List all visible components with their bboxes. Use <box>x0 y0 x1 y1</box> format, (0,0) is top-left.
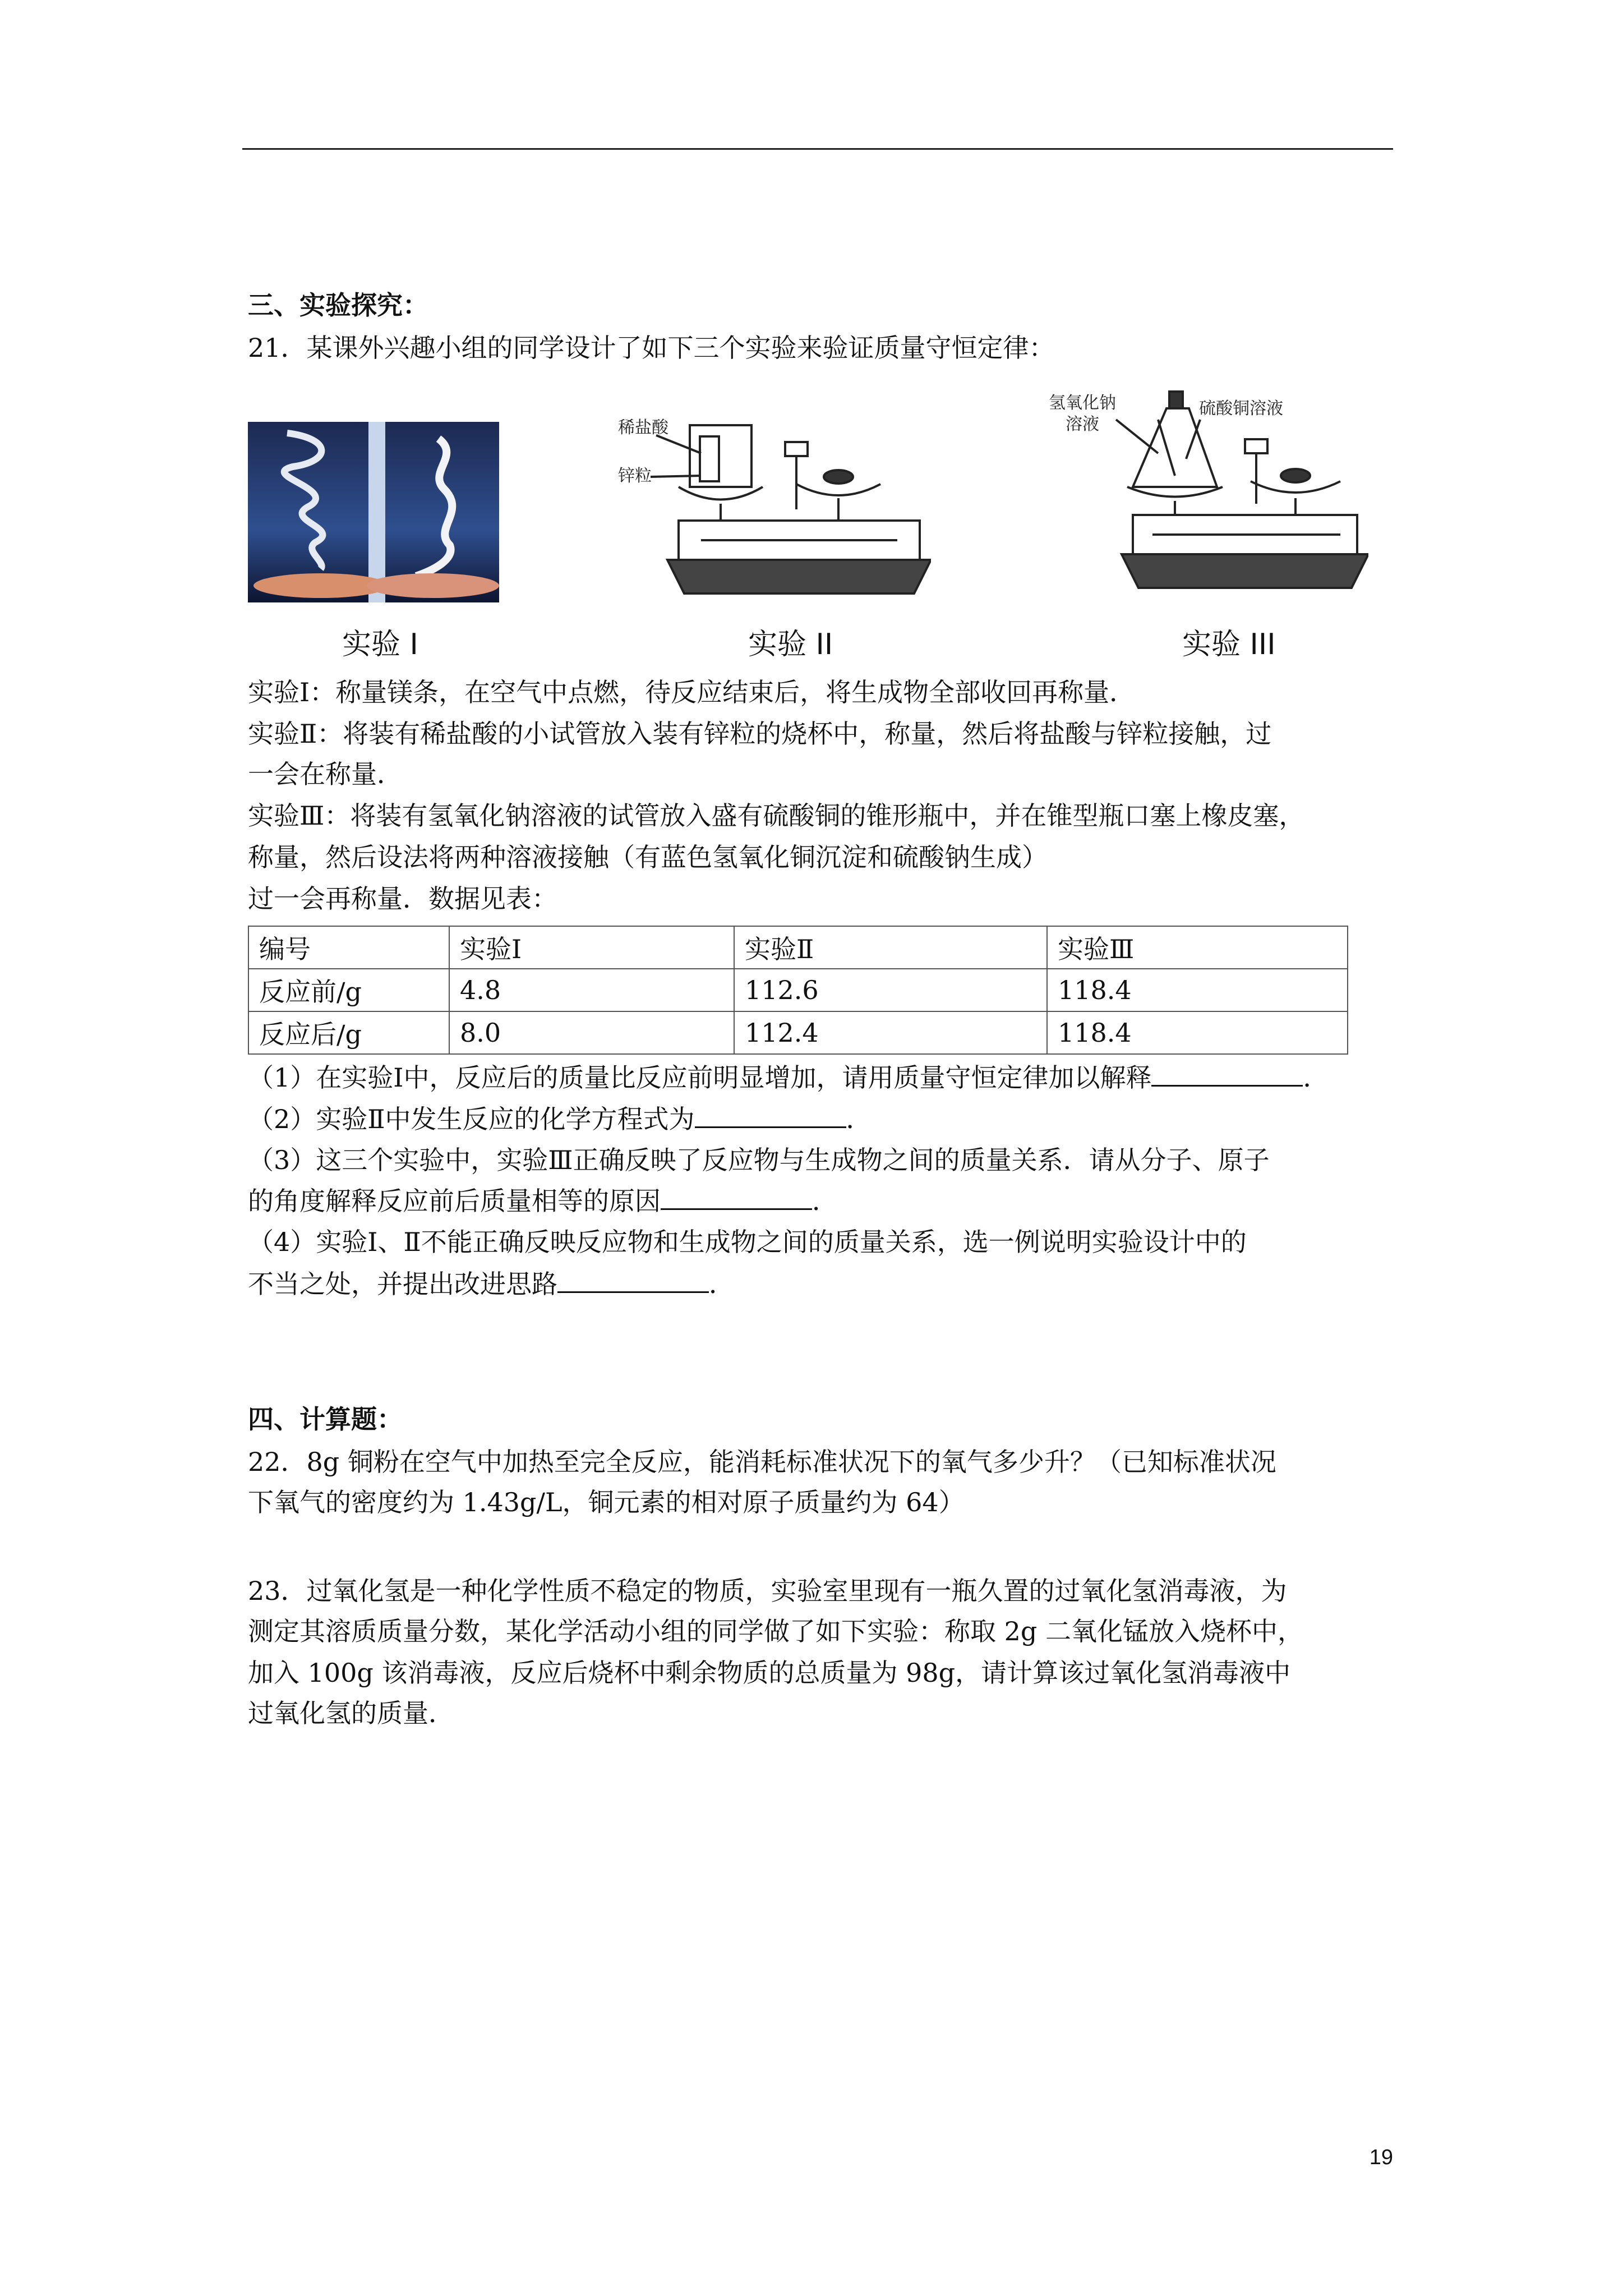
table-header-cell: 实验Ⅲ <box>1047 926 1348 969</box>
experiment-3-diagram <box>1049 386 1368 610</box>
table-cell: 4.8 <box>449 969 734 1011</box>
table-header-cell: 编号 <box>248 926 449 969</box>
table-header-cell: 实验Ⅱ <box>734 926 1047 969</box>
question-21-intro: 21．某课外兴趣小组的同学设计了如下三个实验来验证质量守恒定律： <box>248 333 1055 363</box>
header-rule <box>242 148 1393 150</box>
subquestion-3-line-1: （3）这三个实验中，实验Ⅲ正确反映了反应物与生成物之间的质量关系．请从分子、原子 <box>248 1145 1270 1175</box>
table-cell: 118.4 <box>1047 1011 1348 1054</box>
question-22-line-2: 下氧气的密度约为 1.43g/L，铜元素的相对原子质量约为 64） <box>248 1487 965 1517</box>
answer-blank[interactable] <box>557 1267 709 1293</box>
section-heading-calculation: 四、计算题： <box>248 1404 403 1434</box>
table-cell: 反应后/g <box>248 1011 449 1054</box>
table-intro: 过一会再称量．数据见表： <box>248 884 557 914</box>
experiment-2-description-1: 实验Ⅱ：将装有稀盐酸的小试管放入装有锌粒的烧杯中，称量，然后将盐酸与锌粒接触，过 <box>248 719 1272 749</box>
subquestion-3-line-2: 的角度解释反应前后质量相等的原因 ． <box>248 1184 838 1218</box>
question-23-line-4: 过氧化氢的质量． <box>248 1698 454 1728</box>
label-cuso4: 硫酸铜溶液 <box>1199 399 1283 418</box>
data-table <box>248 926 1348 1055</box>
question-22-line-1: 22．8g 铜粉在空气中加热至完全反应，能消耗标准状况下的氧气多少升？（已知标准状况 <box>248 1447 1276 1477</box>
experiment-1-description: 实验Ⅰ：称量镁条，在空气中点燃，待反应结束后，将生成物全部收回再称量． <box>248 677 1136 707</box>
experiment-1-photo <box>248 422 499 602</box>
subquestion-4-line-2: 不当之处，并提出改进思路 ． <box>248 1267 735 1301</box>
subquestion-4-line-1: （4）实验Ⅰ、Ⅱ不能正确反映反应物和生成物之间的质量关系，选一例说明实验设计中的 <box>248 1227 1247 1257</box>
experiment-3-caption: 实验 III <box>1182 628 1276 661</box>
label-dilute-hcl: 稀盐酸 <box>618 418 668 438</box>
experiment-2-description-2: 一会在称量． <box>248 759 403 789</box>
label-zinc: 锌粒 <box>618 466 652 486</box>
table-header-cell: 实验Ⅰ <box>449 926 734 969</box>
table-row <box>248 969 1348 1011</box>
experiment-2-caption: 实验 II <box>748 628 833 661</box>
table-header-row <box>248 926 1348 969</box>
subquestion-2: （2）实验Ⅱ中发生反应的化学方程式为 ． <box>248 1102 872 1136</box>
answer-blank[interactable] <box>695 1102 846 1128</box>
table-cell: 反应前/g <box>248 969 449 1011</box>
question-23-line-2: 测定其溶质质量分数，某化学活动小组的同学做了如下实验：称取 2g 二氧化锰放入烧杯中， <box>248 1616 1303 1646</box>
table-row <box>248 1011 1348 1054</box>
page-number: 19 <box>1369 2146 1393 2169</box>
table-cell: 112.6 <box>734 969 1047 1011</box>
answer-blank[interactable] <box>1151 1060 1303 1087</box>
answer-blank[interactable] <box>661 1184 812 1210</box>
experiment-3-description-2: 称量，然后设法将两种溶液接触（有蓝色氢氧化铜沉淀和硫酸钠生成） <box>248 842 1048 872</box>
experiment-2-diagram <box>617 414 931 605</box>
table-cell: 118.4 <box>1047 969 1348 1011</box>
subquestion-1: （1）在实验Ⅰ中，反应后的质量比反应前明显增加，请用质量守恒定律加以解释 ． <box>248 1060 1329 1094</box>
table-cell: 8.0 <box>449 1011 734 1054</box>
question-23-line-1: 23．过氧化氢是一种化学性质不稳定的物质，实验室里现有一瓶久置的过氧化氢消毒液，为 <box>248 1576 1287 1606</box>
label-naoh-2: 溶液 <box>1066 415 1099 434</box>
question-23-line-3: 加入 100g 该消毒液，反应后烧杯中剩余物质的总质量为 98g，请计算该过氧化氢消毒液中 <box>248 1658 1291 1688</box>
label-naoh-1: 氢氧化钠 <box>1049 393 1116 413</box>
experiment-1-caption: 实验 I <box>342 628 418 661</box>
section-heading-experiment: 三、实验探究： <box>248 290 428 320</box>
table-cell: 112.4 <box>734 1011 1047 1054</box>
experiment-3-description-1: 实验Ⅲ：将装有氢氧化钠溶液的试管放入盛有硫酸铜的锥形瓶中，并在锥型瓶口塞上橡皮塞， <box>248 800 1305 831</box>
